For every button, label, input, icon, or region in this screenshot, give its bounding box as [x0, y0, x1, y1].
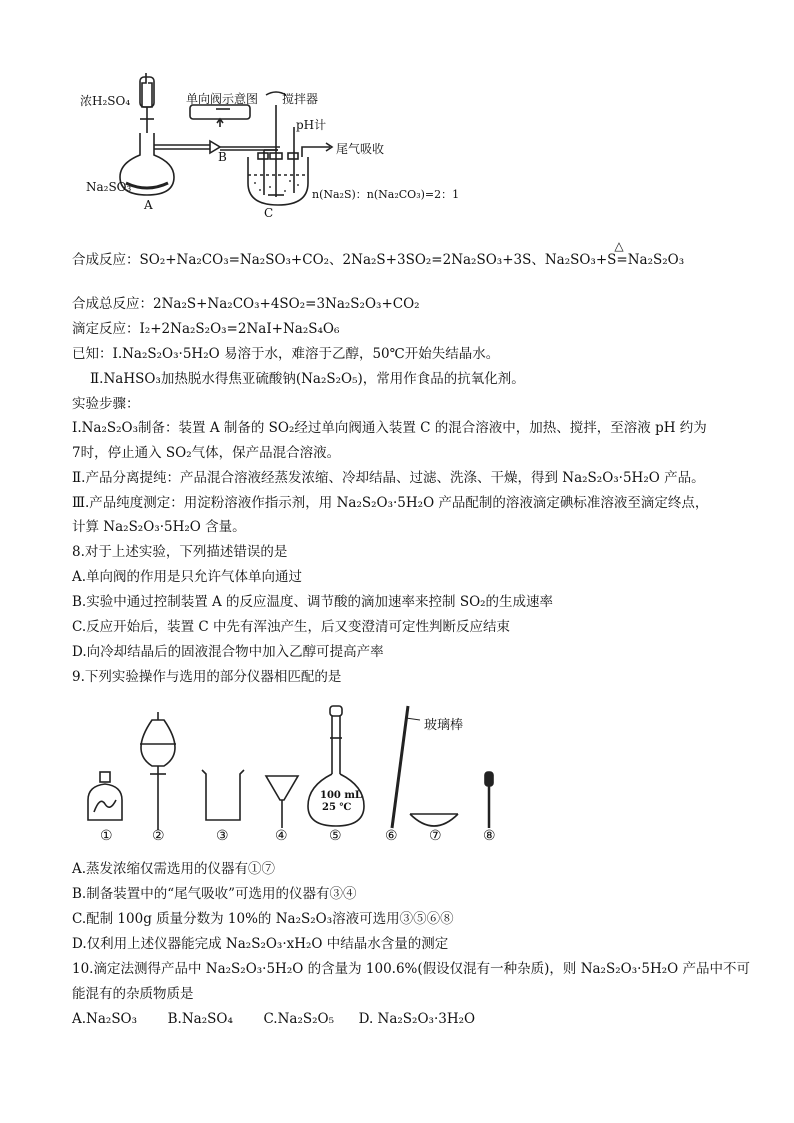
q9-option-a: A.蒸发浓缩仅需选用的仪器有①⑦ [72, 861, 276, 877]
beaker-icon [202, 770, 244, 820]
q8-option-b: B.实验中通过控制装置 A 的反应温度、调节酸的滴加速率来控制 SO₂的生成速率 [72, 594, 554, 610]
q10-option-a: A.Na₂SO₃ [72, 1011, 138, 1027]
instrument-number-4: ④ [275, 828, 288, 844]
question-10b: 能混有的杂质物质是 [72, 986, 194, 1002]
alcohol-lamp-icon [88, 772, 122, 820]
question-9: 9.下列实验操作与选用的部分仪器相匹配的是 [72, 669, 342, 685]
label-valve-title: 单向阀示意图 [186, 92, 259, 106]
q8-option-c: C.反应开始后，装置 C 中先有浑浊产生，后又变澄清可定性判断反应结束 [72, 619, 511, 635]
instrument-number-2: ② [152, 828, 165, 844]
q9-option-c: C.配制 100g 质量分数为 10%的 Na₂S₂O₃溶液可选用③⑤⑥⑧ [72, 911, 454, 927]
glass-rod-icon [392, 706, 420, 828]
q10-option-d: D. Na₂S₂O₃·3H₂O [358, 1011, 476, 1027]
label-a: A [144, 198, 153, 212]
instrument-number-1: ① [100, 828, 113, 844]
label-stirrer: 搅拌器 [282, 92, 319, 106]
flask-temp-text: 25 ℃ [322, 802, 352, 813]
known-2: Ⅱ.NaHSO₃加热脱水得焦亚硫酸钠(Na₂S₂O₅)，常用作食品的抗氧化剂。 [90, 371, 525, 387]
question-8: 8.对于上述实验，下列描述错误的是 [72, 544, 288, 560]
known-1: 已知：I.Na₂S₂O₃·5H₂O 易溶于水，难溶于乙醇，50℃开始失结晶水。 [72, 346, 500, 362]
funnel-icon [266, 776, 298, 828]
label-ph: pH计 [296, 118, 327, 132]
label-conc-acid: 浓H₂SO₄ [80, 94, 131, 108]
label-b: B [218, 150, 227, 164]
step-3b: 计算 Na₂S₂O₃·5H₂O 含量。 [72, 519, 246, 535]
flask-volume-text: 100 mL [320, 790, 362, 801]
synthesis-line [72, 239, 685, 270]
instrument-number-5: ⑤ [329, 828, 342, 844]
instrument-number-8: ⑧ [483, 828, 496, 844]
heat-triangle: △ [614, 239, 624, 253]
label-na2so3: Na₂SO₃ [86, 180, 132, 194]
q10-options [72, 1009, 475, 1029]
synthesis-tail: =Na₂S₂O₃ [616, 252, 685, 268]
label-c: C [264, 206, 274, 220]
q8-option-d: D.向冷却结晶后的固液混合物中加入乙醇可提高产率 [72, 644, 384, 660]
titration-reaction: 滴定反应：I₂+2Na₂S₂O₃=2NaI+Na₂S₄O₆ [72, 321, 340, 337]
instrument-number-7: ⑦ [429, 828, 442, 844]
question-10a: 10.滴定法测得产品中 Na₂S₂O₃·5H₂O 的含量为 100.6%(假设仅混有一种杂质)，则 Na₂S₂O₃·5H₂O 产品中不可 [72, 961, 751, 977]
q10-option-c: C.Na₂S₂O₅ [263, 1011, 335, 1027]
q9-option-d: D.仅利用上述仪器能完成 Na₂S₂O₃·xH₂O 中结晶水含量的测定 [72, 936, 449, 952]
q8-option-a: A.单向阀的作用是只允许气体单向通过 [72, 569, 303, 585]
label-ratio: n(Na₂S)：n(Na₂CO₃)=2：1 [312, 188, 460, 201]
q10-option-b: B.Na₂SO₄ [167, 1011, 233, 1027]
step-1a: Ⅰ.Na₂S₂O₃制备：装置 A 制备的 SO₂经过单向阀通入装置 C 的混合溶液中，加热、搅拌，至溶液 pH 约为 [72, 420, 707, 436]
instrument-number-6: ⑥ [385, 828, 398, 844]
step-2: Ⅱ.产品分离提纯：产品混合溶液经蒸发浓缩、冷却结晶、过滤、洗涤、干燥，得到 Na₂S₂O₃·5H₂O 产品。 [72, 470, 705, 486]
q9-option-b: B.制备装置中的“尾气吸收”可选用的仪器有③④ [72, 886, 357, 902]
synthesis-text: 合成反应：SO₂+Na₂CO₃=Na₂SO₃+CO₂、2Na₂S+3SO₂=2Na₂SO₃+3S、Na₂SO₃+S [72, 252, 617, 268]
label-exhaust: 尾气吸收 [336, 142, 385, 156]
instrument-number-3: ③ [216, 828, 229, 844]
dropper-icon [485, 772, 493, 828]
steps-heading: 实验步骤： [72, 396, 140, 412]
total-reaction: 合成总反应：2Na₂S+Na₂CO₃+4SO₂=3Na₂S₂O₃+CO₂ [72, 296, 420, 312]
step-1b: 7时，停止通入 SO₂气体，保产品混合溶液。 [72, 445, 341, 461]
glass-rod-label: 玻璃棒 [424, 718, 464, 733]
step-3a: Ⅲ.产品纯度测定：用淀粉溶液作指示剂，用 Na₂S₂O₃·5H₂O 产品配制的溶液滴定碘标准溶液至滴定终点， [72, 495, 709, 511]
separatory-funnel-icon [140, 712, 176, 830]
evaporating-dish-icon [410, 814, 458, 826]
